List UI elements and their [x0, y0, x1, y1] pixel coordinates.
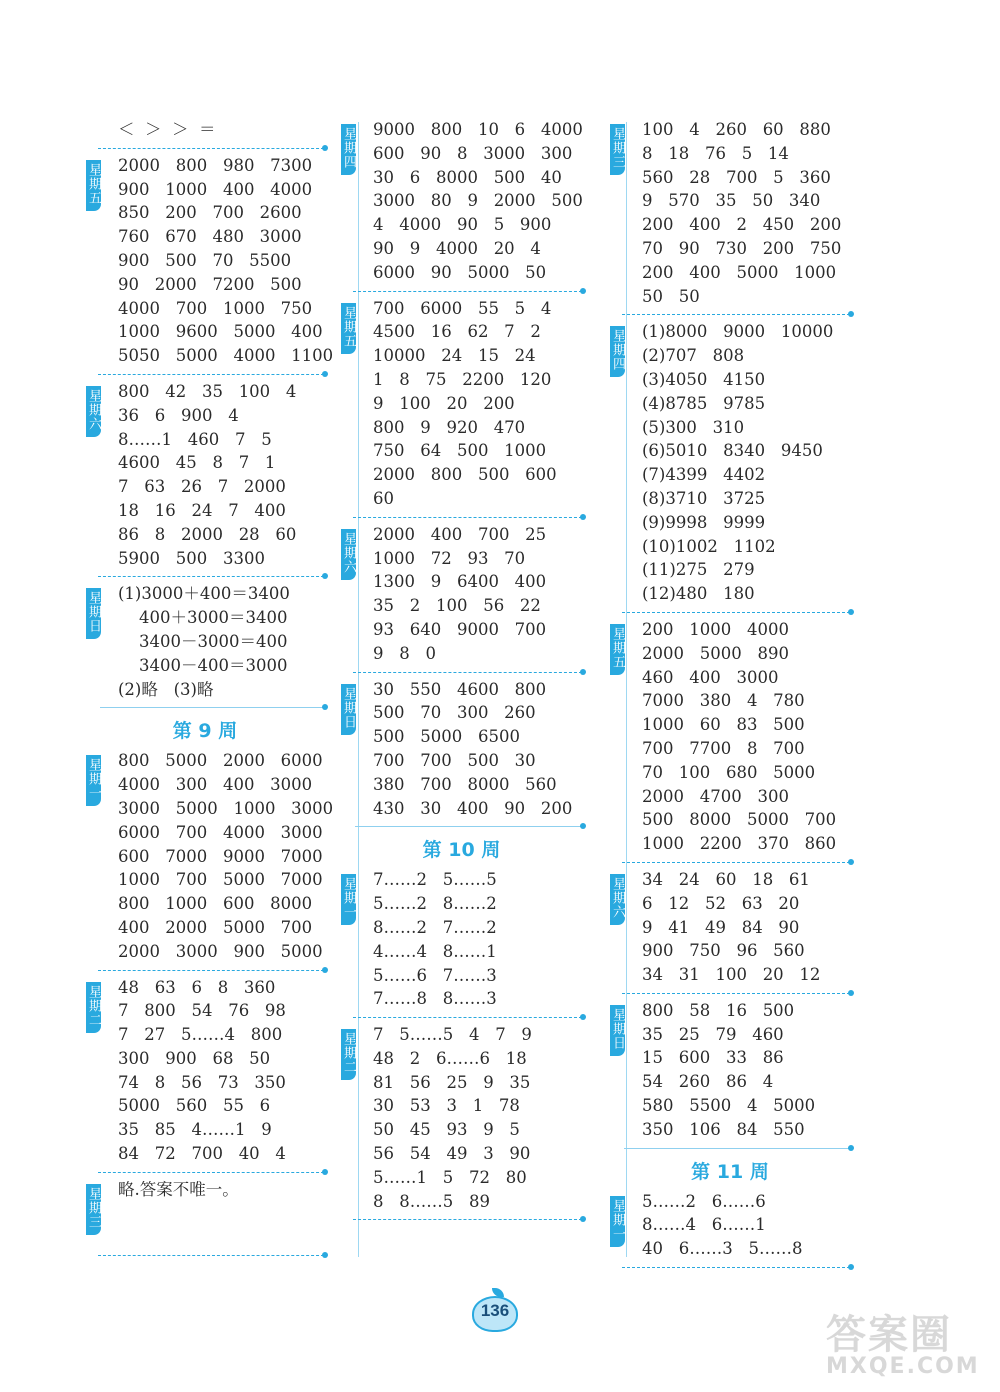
answer-line: 1000 60 83 500 [642, 715, 805, 735]
weekday-tab: 星期三 [610, 124, 625, 175]
answer-line: (5)300 310 [642, 417, 745, 437]
answer-line: (1)8000 9000 10000 [642, 322, 834, 342]
answer-line: 5……2 6……6 [642, 1191, 766, 1211]
day-section [610, 868, 850, 987]
answer-lines [86, 380, 324, 570]
answer-line: 70 90 730 200 750 [642, 238, 842, 258]
answer-line: 300 900 68 50 [118, 1048, 271, 1068]
weekday-tab: 星期五 [86, 160, 101, 211]
answer-lines [86, 582, 324, 701]
dashed-separator [86, 368, 324, 380]
answer-line: 7 27 5……4 800 [118, 1025, 283, 1045]
answer-line: 380 700 8000 560 [373, 774, 557, 794]
answer-line: 5……6 7……3 [373, 965, 497, 985]
answer-line: 560 28 700 5 360 [642, 167, 831, 187]
answer-line: 3000 5000 1000 3000 [118, 798, 334, 818]
answer-line: 2000 800 500 600 [373, 465, 557, 485]
answer-line: 3000 80 9 2000 500 [373, 191, 583, 211]
answer-line: 1300 9 6400 400 [373, 572, 547, 592]
watermark [826, 1303, 980, 1379]
answer-column-2 [341, 118, 582, 1225]
answer-line: 900 500 70 5500 [118, 250, 292, 270]
answer-line: 70 100 680 5000 [642, 762, 816, 782]
dashed-separator [341, 666, 582, 678]
answer-line: 略.答案不唯一。 [118, 1179, 239, 1199]
answer-lines [341, 1023, 582, 1213]
dashed-separator [610, 1142, 850, 1154]
answer-lines [610, 320, 850, 606]
answer-line: 35 85 4……1 9 [118, 1120, 272, 1140]
answer-line: 9 570 35 50 340 [642, 191, 821, 211]
answer-line: 48 2 6……6 18 [373, 1048, 527, 1068]
answer-line: 30 6 8000 500 40 [373, 167, 562, 187]
answer-line: 350 106 84 550 [642, 1119, 805, 1139]
answer-line: 5000 560 55 6 [118, 1096, 271, 1116]
answer-line: 34 31 100 20 12 [642, 965, 821, 985]
answer-line: 93 640 9000 700 [373, 619, 547, 639]
answer-lines [610, 868, 850, 987]
answer-line: 8……1 460 7 5 [118, 429, 272, 449]
answer-line: 460 400 3000 [642, 667, 779, 687]
answer-line: 600 7000 9000 7000 [118, 846, 323, 866]
answer-line: 4500 16 62 7 2 [373, 322, 541, 342]
weekday-tab: 星期一 [341, 874, 356, 925]
answer-line: 4000 300 400 3000 [118, 775, 313, 795]
day-section [86, 582, 324, 701]
day-section [610, 618, 850, 856]
dashed-separator [610, 856, 850, 868]
answer-line: 850 200 700 2600 [118, 203, 302, 223]
answer-line: 6000 700 4000 3000 [118, 822, 323, 842]
answer-line: 40 6……3 5……8 [642, 1239, 803, 1259]
day-section [341, 678, 582, 821]
answer-line: 60 [373, 488, 394, 508]
answer-line: 700 7700 8 700 [642, 738, 805, 758]
answer-line: 50 50 [642, 286, 700, 306]
answer-lines [341, 678, 582, 821]
answer-line: 900 1000 400 4000 [118, 179, 313, 199]
dashed-separator [86, 142, 324, 154]
answer-line: 600 90 8 3000 300 [373, 143, 573, 163]
day-section [86, 154, 334, 368]
answer-line: 2000 400 700 25 [373, 524, 547, 544]
answer-line: 15 600 33 86 [642, 1048, 784, 1068]
dashed-separator [341, 511, 582, 523]
answer-line: 8……2 7……2 [373, 917, 497, 937]
dashed-separator [86, 570, 324, 582]
day-section [86, 749, 334, 963]
weekday-tab: 星期四 [341, 124, 356, 175]
weekday-tab: 星期一 [610, 1196, 625, 1247]
answer-line: 800 42 35 100 4 [118, 381, 297, 401]
answer-lines [341, 297, 582, 511]
answer-lines [86, 976, 324, 1166]
answer-lines [86, 1178, 324, 1249]
dashed-separator [86, 701, 324, 713]
answer-line: 1000 2200 370 860 [642, 834, 837, 854]
answer-lines [341, 868, 582, 1011]
answer-line: 81 56 25 9 35 [373, 1072, 531, 1092]
weekday-tab: 星期二 [86, 982, 101, 1033]
answer-line: 200 400 2 450 200 [642, 215, 842, 235]
answer-line: 1000 9600 5000 400 [118, 322, 323, 342]
answer-line: (7)4399 4402 [642, 465, 766, 485]
day-section [610, 118, 850, 308]
answer-line: 7……2 5……5 [373, 870, 497, 890]
answer-line: 2000 4700 300 [642, 786, 789, 806]
answer-line: 54 260 86 4 [642, 1072, 774, 1092]
answer-line: (1)3000＋400＝3400 [118, 584, 290, 604]
answer-line: 7000 380 4 780 [642, 691, 805, 711]
page-number-badge [470, 1288, 520, 1332]
weekday-tab: 星期日 [86, 588, 101, 639]
answer-line: 2000 3000 900 5000 [118, 941, 323, 961]
answer-line: 5……1 5 72 80 [373, 1167, 527, 1187]
answer-line: 5……2 8……2 [373, 894, 497, 914]
answer-line: 400 2000 5000 700 [118, 917, 313, 937]
answer-line: 800 58 16 500 [642, 1000, 795, 1020]
answer-line: 84 72 700 40 4 [118, 1144, 286, 1164]
dashed-separator [341, 285, 582, 297]
answer-line: ＜ ＞ ＞ ＝ [118, 120, 216, 139]
dashed-separator [86, 1249, 324, 1261]
answer-line: 6 12 52 63 20 [642, 893, 800, 913]
answer-line: (4)8785 9785 [642, 393, 766, 413]
answer-line: 800 9 920 470 [373, 417, 526, 437]
answer-line: 200 1000 4000 [642, 619, 789, 639]
answer-line: 1000 72 93 70 [373, 548, 526, 568]
answer-line: 1 8 75 2200 120 [373, 369, 552, 389]
answer-line: (9)9998 9999 [642, 512, 766, 532]
answer-line: 1000 700 5000 7000 [118, 870, 323, 890]
answer-line: 74 8 56 73 350 [118, 1072, 286, 1092]
answer-line: 36 6 900 4 [118, 405, 239, 425]
answer-line: 400＋3000＝3400 [118, 608, 288, 628]
answer-line: 2000 800 980 7300 [118, 155, 313, 175]
answer-line: 10000 24 15 24 [373, 346, 536, 366]
answer-line [118, 1225, 324, 1249]
watermark-url: MXQE.COM [826, 1354, 980, 1379]
answer-lines [86, 154, 334, 368]
day-section [341, 1023, 582, 1213]
answer-line: (2)略 (3)略 [118, 679, 214, 699]
answer-line: 9 8 0 [373, 643, 436, 663]
answer-line: 750 64 500 1000 [373, 441, 547, 461]
answer-line: 7……8 8……3 [373, 989, 497, 1009]
dashed-separator [86, 1166, 324, 1178]
answer-line: (12)480 180 [642, 584, 755, 604]
answer-line: 8……4 6……1 [642, 1215, 766, 1235]
answer-line: 760 670 480 3000 [118, 227, 302, 247]
answer-line: 7 63 26 7 2000 [118, 477, 286, 497]
answer-line: 50 45 93 9 5 [373, 1120, 520, 1140]
weekday-tab: 星期一 [86, 755, 101, 806]
weekday-tab: 星期三 [86, 1184, 101, 1235]
answer-line: (3)4050 4150 [642, 369, 766, 389]
answer-line: 30 550 4600 800 [373, 679, 547, 699]
answer-line: 56 54 49 3 90 [373, 1144, 531, 1164]
dashed-separator [341, 820, 582, 832]
day-section [610, 1190, 850, 1261]
answer-line: 500 5000 6500 [373, 727, 520, 747]
answer-line: 35 25 79 460 [642, 1024, 784, 1044]
answer-line: 3400－400＝3000 [118, 655, 288, 675]
dashed-separator [341, 1213, 582, 1225]
answer-line: 4……4 8……1 [373, 941, 497, 961]
answer-line: 9 100 20 200 [373, 393, 515, 413]
answer-line: (8)3710 3725 [642, 488, 766, 508]
day-section [86, 976, 324, 1166]
week-heading: 第 10 周 [422, 839, 501, 862]
answer-line: 4600 45 8 7 1 [118, 453, 276, 473]
answer-lines [610, 618, 850, 856]
answer-line: 4 4000 90 5 900 [373, 215, 552, 235]
answer-lines [86, 749, 334, 963]
weekday-tab: 星期六 [86, 386, 101, 437]
weekday-tab: 星期六 [341, 529, 356, 580]
answer-line: 800 5000 2000 6000 [118, 751, 323, 771]
answer-line: 800 1000 600 8000 [118, 894, 313, 914]
day-section [610, 320, 850, 606]
answer-line: 35 2 100 56 22 [373, 596, 541, 616]
answer-line: 500 70 300 260 [373, 703, 536, 723]
answer-lines [610, 1190, 850, 1261]
page-number: 136 [480, 1301, 510, 1320]
day-section [341, 297, 582, 511]
answer-line: 500 8000 5000 700 [642, 810, 837, 830]
answer-lines [610, 118, 850, 308]
answer-line: 4000 700 1000 750 [118, 298, 313, 318]
answer-line: 700 700 500 30 [373, 750, 536, 770]
answer-line: 580 5500 4 5000 [642, 1096, 816, 1116]
day-section [341, 118, 582, 285]
day-section [341, 523, 582, 666]
answer-line: 34 24 60 18 61 [642, 869, 810, 889]
weekday-tab: 星期五 [610, 624, 625, 675]
dashed-separator [610, 308, 850, 320]
answer-line: (10)1002 1102 [642, 536, 776, 556]
answer-line: 700 6000 55 5 4 [373, 298, 552, 318]
answer-line: 8 8……5 89 [373, 1191, 490, 1211]
watermark-logo-text: 答案圈 [826, 1312, 952, 1358]
answer-line: 9 41 49 84 90 [642, 917, 800, 937]
weekday-tab: 星期五 [341, 303, 356, 354]
day-section [86, 1178, 324, 1249]
day-section [86, 380, 324, 570]
answer-line: (11)275 279 [642, 560, 755, 580]
answer-column-1 [86, 118, 334, 1261]
answer-line: 6000 90 5000 50 [373, 262, 547, 282]
answer-line: 430 30 400 90 200 [373, 798, 573, 818]
answer-lines [341, 523, 582, 666]
weekday-tab: 星期日 [341, 684, 356, 735]
answer-line: 7 800 54 76 98 [118, 1001, 286, 1021]
week-heading: 第 9 周 [172, 720, 238, 743]
dashed-separator [86, 964, 324, 976]
answer-line: (2)707 808 [642, 346, 745, 366]
answer-line: 18 16 24 7 400 [118, 500, 286, 520]
answer-line: 5050 5000 4000 1100 [118, 346, 334, 366]
answer-line: 90 9 4000 20 4 [373, 238, 541, 258]
weekday-tab: 星期二 [341, 1029, 356, 1080]
weekday-tab: 星期六 [610, 874, 625, 925]
week-heading: 第 11 周 [691, 1160, 769, 1183]
dashed-separator [610, 1261, 850, 1273]
answer-line [118, 1202, 324, 1226]
answer-line: 3400－3000＝400 [118, 631, 288, 651]
answer-line: 86 8 2000 28 60 [118, 524, 297, 544]
symbol-answers [86, 118, 324, 142]
answer-column-3 [610, 118, 850, 1273]
answer-line: 30 53 3 1 78 [373, 1096, 520, 1116]
answer-line: 90 2000 7200 500 [118, 274, 302, 294]
answer-line: 9000 800 10 6 4000 [373, 120, 583, 139]
dashed-separator [610, 987, 850, 999]
dashed-separator [610, 606, 850, 618]
answer-line: 900 750 96 560 [642, 941, 805, 961]
answer-line: 7 5……5 4 7 9 [373, 1025, 532, 1045]
day-section [341, 868, 582, 1011]
answer-lines [610, 999, 850, 1142]
answer-line: 100 4 260 60 880 [642, 120, 831, 139]
answer-lines [341, 118, 582, 285]
dashed-separator [341, 1011, 582, 1023]
answer-line: 48 63 6 8 360 [118, 977, 276, 997]
answer-line: 2000 5000 890 [642, 643, 789, 663]
answer-line: (6)5010 8340 9450 [642, 441, 823, 461]
answer-line: 8 18 76 5 14 [642, 143, 789, 163]
weekday-tab: 星期日 [610, 1005, 625, 1056]
answer-line: 5900 500 3300 [118, 548, 265, 568]
day-section [610, 999, 850, 1142]
weekday-tab: 星期四 [610, 326, 625, 377]
answer-line: 200 400 5000 1000 [642, 262, 837, 282]
